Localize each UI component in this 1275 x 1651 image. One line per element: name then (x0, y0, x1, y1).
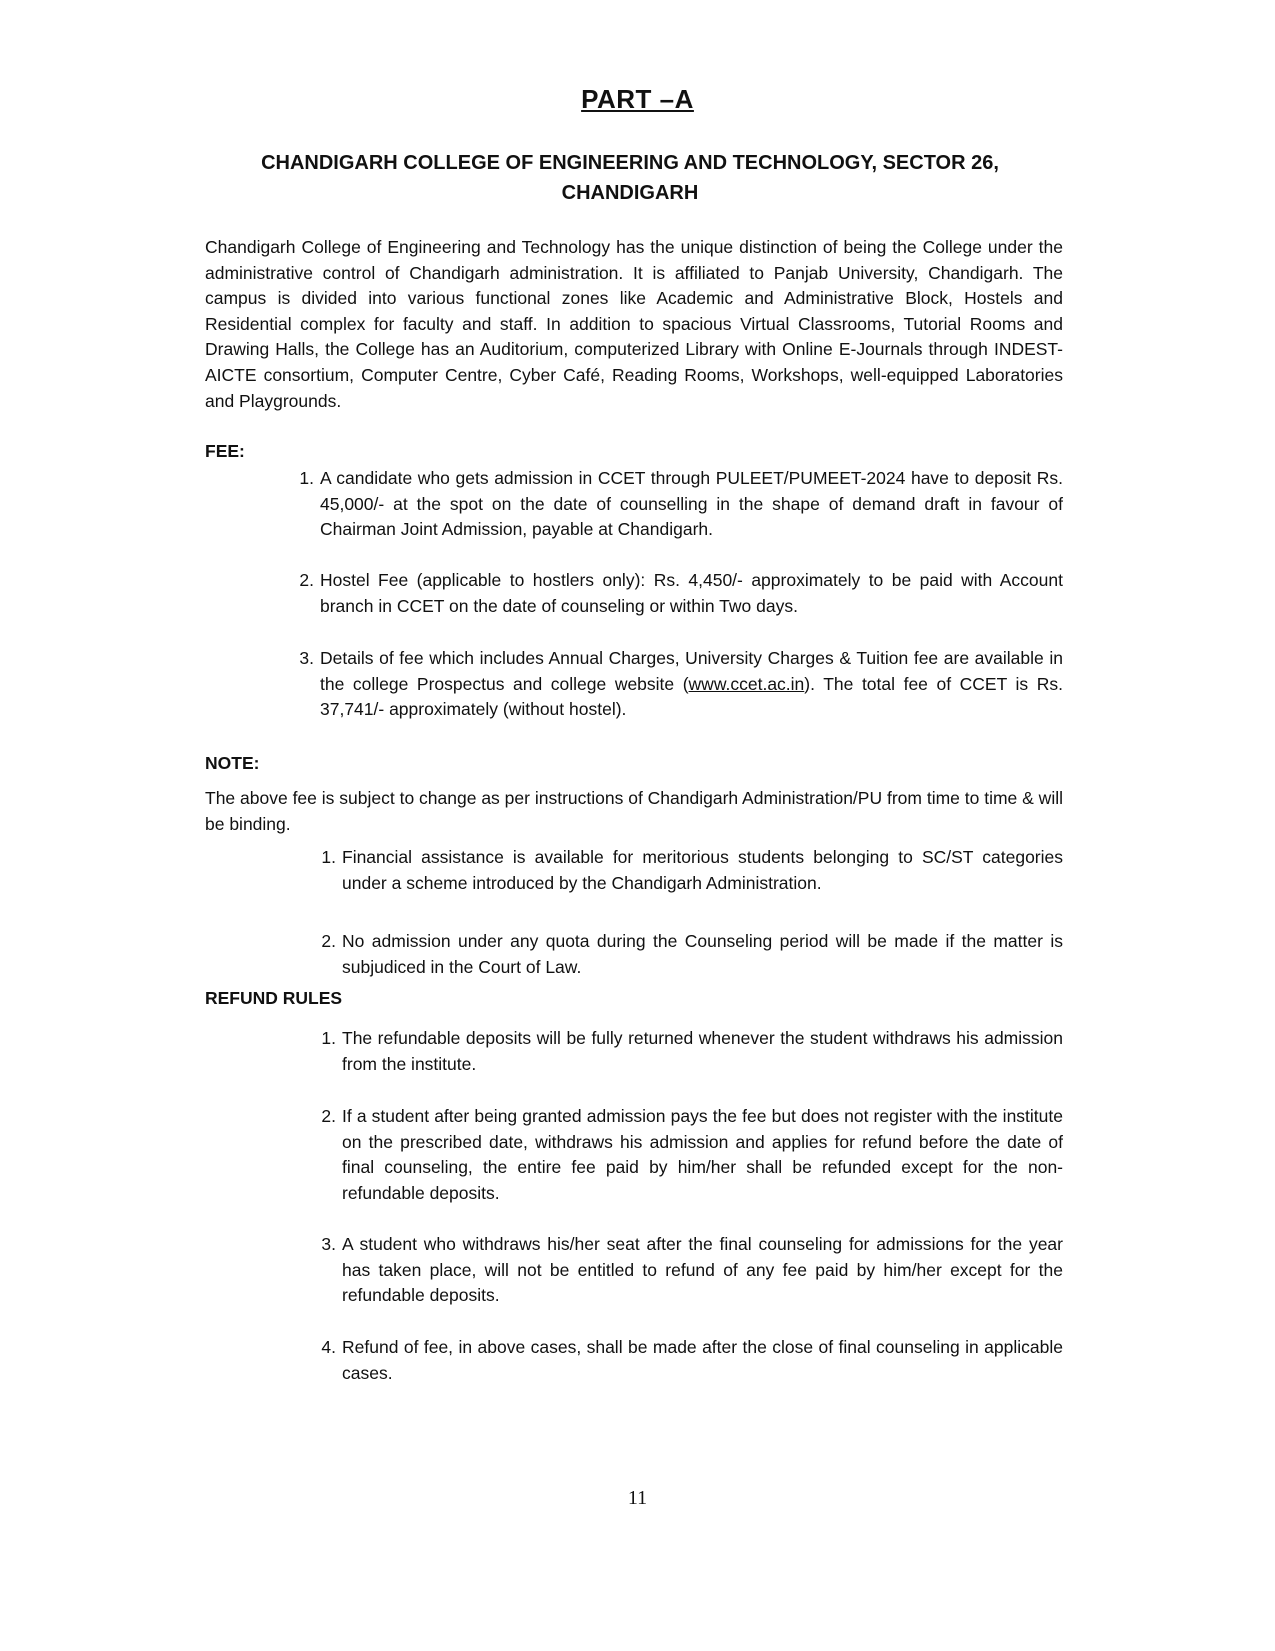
intro-paragraph: Chandigarh College of Engineering and Technology has the unique distinction of being the College under the administrative control of Chandigarh administration. It is affiliated to Panjab University, Chandigarh. The campus is divided into various functional zones like Academic and Administrative Block, Hostels and Residential complex for faculty and staff. In addition to spacious Virtual Classrooms, Tutorial Rooms and Drawing Halls, the College has an Auditorium, computerized Library with Online E-Journals through INDEST-AICTE consortium, Computer Centre, Cyber Café, Reading Rooms, Workshops, well-equipped Laboratories and Playgrounds. (205, 237, 1063, 411)
note-item (321, 929, 1063, 980)
note-heading: NOTE: (205, 753, 260, 773)
fee-item-number: 3. (299, 648, 314, 668)
refund-item-number: 2. (321, 1106, 336, 1126)
fee-item-text: Hostel Fee (applicable to hostlers only): Rs. 4,450/- approximately to be paid with Account branch in CCET on the date of counseling or within Two days. (320, 570, 1063, 616)
refund-item (321, 1232, 1063, 1309)
refund-item-text: A student who withdraws his/her seat after the final counseling for admissions for the year has taken place, will not be entitled to refund of any fee paid by him/her except for the refundable deposits. (342, 1234, 1063, 1306)
refund-item (321, 1104, 1063, 1206)
refund-item-text: If a student after being granted admission pays the fee but does not register with the institute on the prescribed date, withdraws his admission and applies for refund before the date of final counseling, the entire fee paid by him/her shall be refunded except for the non-refundable deposits. (342, 1106, 1063, 1203)
note-item-text: No admission under any quota during the Counseling period will be made if the matter is subjudiced in the Court of Law. (342, 931, 1063, 977)
college-title: CHANDIGARH COLLEGE OF ENGINEERING AND TECHNOLOGY, SECTOR 26, CHANDIGARH (261, 152, 999, 204)
fee-item (299, 568, 1063, 619)
college-website-link[interactable]: www.ccet.ac.in (688, 673, 805, 694)
refund-item-number: 4. (321, 1337, 336, 1357)
page-number: 11 (627, 1487, 648, 1509)
refund-item-text: Refund of fee, in above cases, shall be made after the close of final counseling in applicable cases. (342, 1337, 1063, 1383)
fee-item-number: 1. (299, 468, 314, 488)
fee-item-text-before: Details of fee which includes Annual Charges, University Charges & Tuition fee are available in the college Prospectus and college website ( (320, 648, 1063, 694)
refund-item (321, 1335, 1063, 1386)
note-item-text: Financial assistance is available for meritorious students belonging to SC/ST categories under a scheme introduced by the Chandigarh Administration. (342, 847, 1063, 893)
refund-item (321, 1026, 1063, 1077)
note-item-number: 1. (321, 847, 336, 867)
note-item (321, 845, 1063, 896)
note-item-number: 2. (321, 931, 336, 951)
part-title: PART –A (581, 84, 694, 114)
refund-heading: REFUND RULES (205, 988, 343, 1008)
note-paragraph: The above fee is subject to change as per instructions of Chandigarh Administration/PU from time to time & will be binding. (205, 788, 1063, 834)
fee-item (299, 646, 1063, 723)
fee-item-text-after: ). The total fee of CCET is Rs. 37,741/- approximately (without hostel). (320, 673, 1063, 720)
refund-item-text: The refundable deposits will be fully returned whenever the student withdraws his admission from the institute. (342, 1028, 1063, 1074)
fee-item-text: A candidate who gets admission in CCET through PULEET/PUMEET-2024 have to deposit Rs. 45,000/- at the spot on the date of counselling in the shape of demand draft in favour of Chairman Joint Admission, payable at Chandigarh. (320, 468, 1063, 540)
fee-heading: FEE: (205, 441, 245, 461)
refund-item-number: 3. (321, 1234, 336, 1254)
refund-item-number: 1. (321, 1028, 336, 1048)
fee-item-number: 2. (299, 570, 314, 590)
fee-item (299, 466, 1063, 543)
